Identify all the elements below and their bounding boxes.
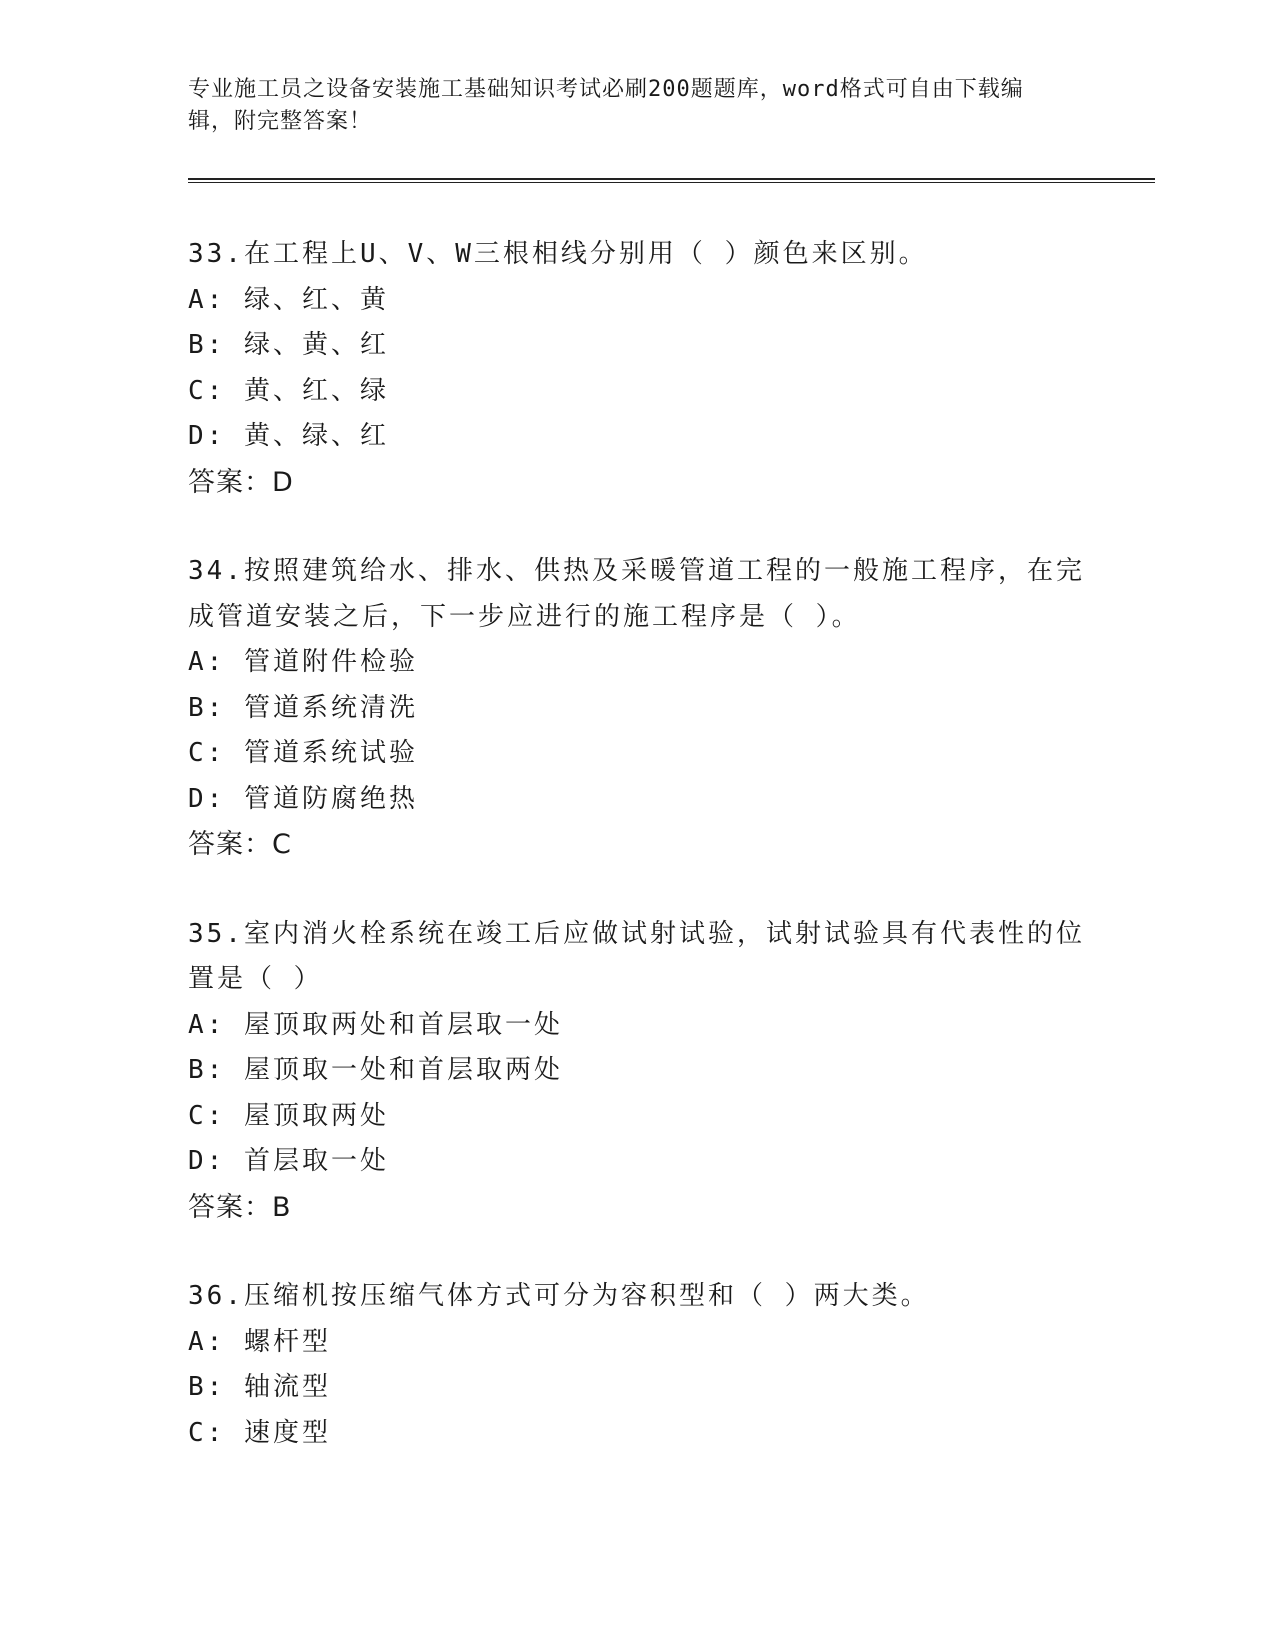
question-36 [188, 1274, 1088, 1456]
question-text: 34.按照建筑给水、排水、供热及采暖管道工程的一般施工程序，在完成管道安装之后，下一步应进行的施工程序是（ ）。 [188, 556, 1085, 632]
option-c: C: 管道系统试验 [188, 738, 418, 768]
document-header: 专业施工员之设备安装施工基础知识考试必刷200题题库，word格式可自由下载编辑，附完整答案！ [188, 77, 1024, 134]
question-text: 36.压缩机按压缩气体方式可分为容积型和（ ）两大类。 [188, 1281, 930, 1311]
option-a: A: 管道附件检验 [188, 647, 418, 677]
question-list [188, 232, 1088, 1500]
answer: 答案：B [188, 1191, 292, 1223]
option-a: A: 绿、红、黄 [188, 284, 389, 315]
option-b: B: 绿、黄、红 [188, 330, 389, 360]
header-divider [188, 178, 1155, 183]
question-35 [188, 912, 1088, 1231]
question-34 [188, 549, 1088, 868]
option-d: D: 黄、绿、红 [188, 421, 389, 451]
option-b: B: 管道系统清洗 [188, 692, 418, 723]
option-c: C: 黄、红、绿 [188, 375, 389, 406]
option-c: C: 速度型 [188, 1417, 331, 1448]
option-b: B: 轴流型 [188, 1372, 331, 1402]
answer: 答案：C [188, 829, 292, 860]
answer: 答案：D [188, 466, 294, 498]
question-text: 33.在工程上U、V、W三根相线分别用（ ）颜色来区别。 [188, 239, 928, 269]
option-a: A: 屋顶取两处和首层取一处 [188, 1009, 563, 1040]
option-d: D: 管道防腐绝热 [188, 783, 418, 814]
option-d: D: 首层取一处 [188, 1146, 389, 1176]
question-33 [188, 232, 1088, 505]
question-text: 35.室内消火栓系统在竣工后应做试射试验，试射试验具有代表性的位置是（ ） [188, 918, 1085, 994]
option-b: B: 屋顶取一处和首层取两处 [188, 1055, 563, 1085]
option-a: A: 螺杆型 [188, 1326, 331, 1357]
option-c: C: 屋顶取两处 [188, 1100, 389, 1131]
